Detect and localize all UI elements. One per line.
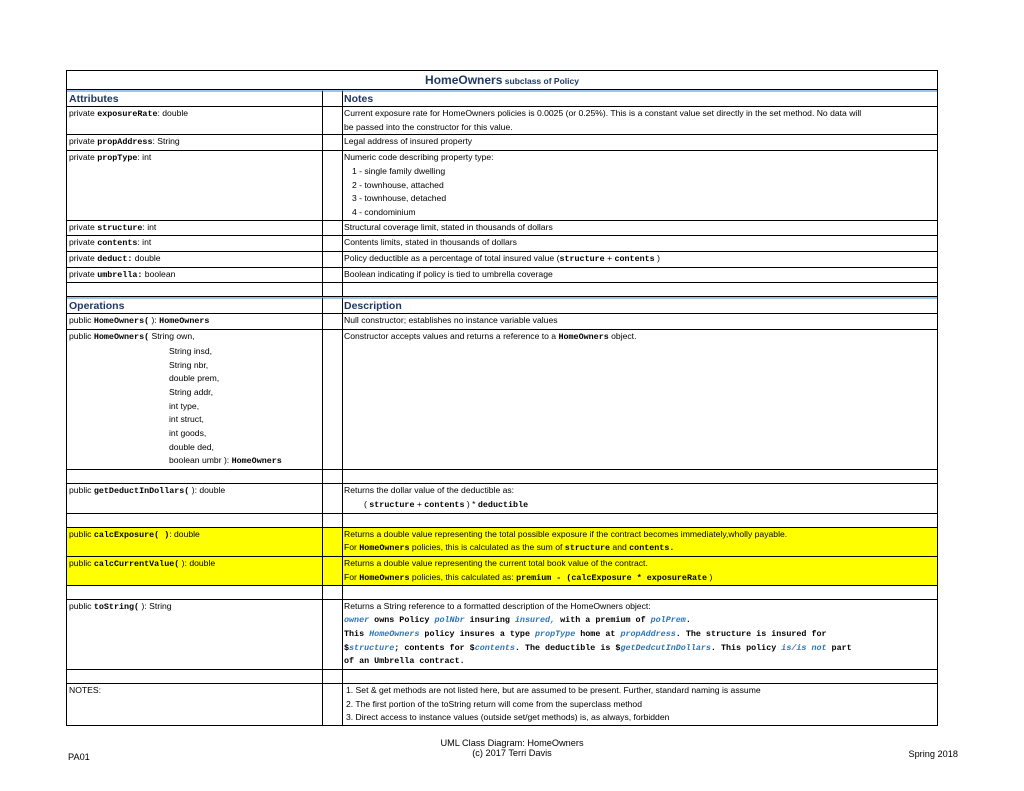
- attribute-deduct: private deduct: double: [67, 252, 323, 268]
- header-gap: [323, 90, 343, 107]
- attribute-umbrella: private umbrella: boolean: [67, 268, 323, 284]
- class-subtitle: subclass of Policy: [504, 76, 579, 86]
- class-name: HomeOwners: [425, 73, 503, 87]
- operation-null-constructor: public HomeOwners( ): HomeOwners: [67, 314, 323, 330]
- operation-calc-exposure: public calcExposure( ): double: [67, 528, 323, 557]
- attribute-contents: private contents: int: [67, 236, 323, 252]
- note-exposure-rate: Current exposure rate for HomeOwners policies is 0.0025 (or 0.25%). This is a constant value set directly in the set method. No data will be passed into the constructor for this value.: [343, 107, 937, 135]
- note-item: 2. The first portion of the toString return will come from the superclass method: [346, 698, 642, 709]
- note-prop-type: Numeric code describing property type: 1 - single family dwelling 2 - townhouse, attached 3 - townhouse, detached 4 - condominium: [343, 151, 937, 221]
- note-prop-address: Legal address of insured property: [343, 135, 937, 151]
- uml-class-diagram-table: [66, 70, 938, 726]
- note-item: 1. Set & get methods are not listed here, but are assumed to be present. Further, standard naming is assume: [346, 684, 761, 695]
- description-calc-current-value: Returns a double value representing the current total book value of the contract. For HomeOwners policies, this calculated as: premium - (calcExposure * exposureRate ): [343, 557, 937, 586]
- footer-center: UML Class Diagram: HomeOwners (c) 2017 Terri Davis: [440, 738, 584, 758]
- note-structure: Structural coverage limit, stated in thousands of dollars: [343, 221, 937, 237]
- notes-list: [343, 684, 937, 725]
- note-deduct: Policy deductible as a percentage of total insured value (structure + contents ): [343, 252, 937, 268]
- notes-label: NOTES:: [67, 684, 323, 725]
- attributes-header: Attributes: [67, 90, 323, 107]
- class-title-row: [67, 71, 937, 90]
- operation-full-constructor: public HomeOwners( String own, String insd, String nbr, double prem, String addr, int type, int struct, int goods, double ded, boolean umbr ): HomeOwners: [67, 330, 323, 470]
- description-header: Description: [343, 297, 937, 314]
- operation-calc-current-value: public calcCurrentValue( ): double: [67, 557, 323, 586]
- note-contents: Contents limits, stated in thousands of dollars: [343, 236, 937, 252]
- description-get-deduct-in-dollars: Returns the dollar value of the deductible as: ( structure + contents ) * deductible: [343, 484, 937, 513]
- note-umbrella: Boolean indicating if policy is tied to umbrella coverage: [343, 268, 937, 284]
- attribute-prop-type: private propType: int: [67, 151, 323, 221]
- operations-header: Operations: [67, 297, 323, 314]
- description-to-string: Returns a String reference to a formatted description of the HomeOwners object: owner owns Policy polNbr insuring insured, with a premium of polPrem. This HomeOwners policy insures a type propType home at propAddress. The structure is insured for $structure; contents for $contents. The deductible is $getDedcutInDollars. This policy is/is not part of an Umbrella contract.: [343, 600, 937, 670]
- footer-right: Spring 2018: [908, 749, 958, 759]
- attribute-structure: private structure: int: [67, 221, 323, 237]
- operation-get-deduct-in-dollars: public getDeductInDollars( ): double: [67, 484, 323, 513]
- attribute-exposure-rate: private exposureRate: double: [67, 107, 323, 135]
- attribute-prop-address: private propAddress: String: [67, 135, 323, 151]
- description-calc-exposure: Returns a double value representing the total possible exposure if the contract becomes immediately,wholly payable. For HomeOwners policies, this is calculated as the sum of structure and contents.: [343, 528, 937, 557]
- footer-left: PA01: [68, 752, 90, 762]
- operation-to-string: public toString( ): String: [67, 600, 323, 670]
- notes-header: Notes: [343, 90, 937, 107]
- attributes-grid: [67, 90, 937, 725]
- note-item: 3. Direct access to instance values (outside set/get methods) is, as always, forbidden: [346, 712, 670, 723]
- description-null-constructor: Null constructor; establishes no instance variable values: [343, 314, 937, 330]
- description-full-constructor: Constructor accepts values and returns a reference to a HomeOwners object.: [343, 330, 937, 470]
